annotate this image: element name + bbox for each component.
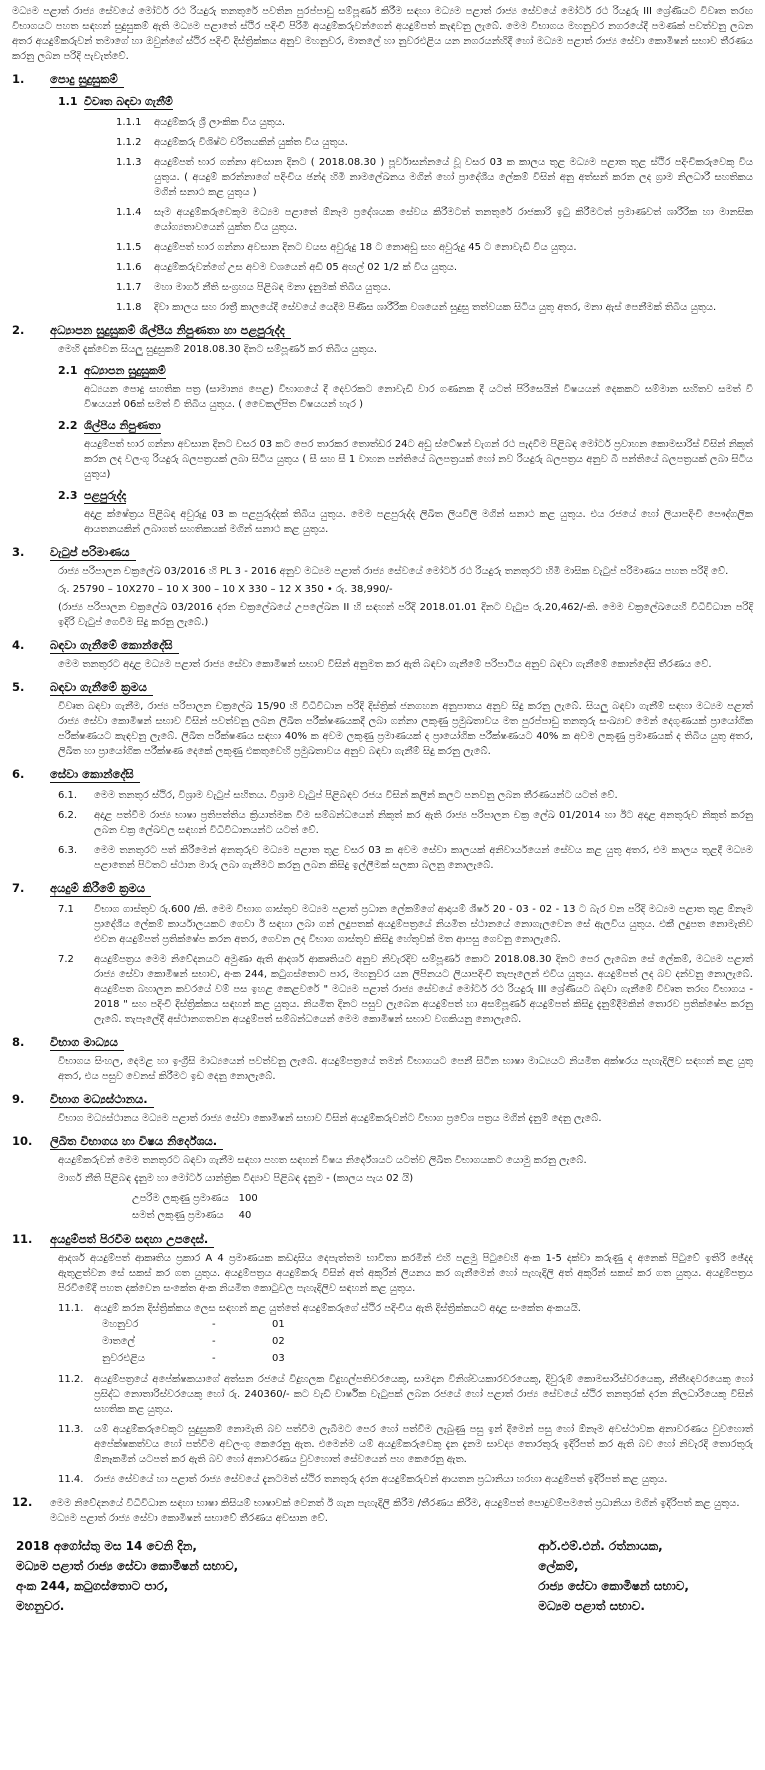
section-8-text: විභාගය සිංහල, දෙමළ හා ඉංග්‍රීසි මාධ්‍යයෙන් පවත්වනු ලැබේ. අයදුම්පත්‍රයේ තමන් විභාගයට පෙනී සිටින භාෂා මාධ්‍යයට නියමිත අක්ෂරය පැහැදිලිව සඳහන් කළ යුතු අතර, එය පසුව වෙනස් කිරීමට ඉඩ දෙනු නොලැබේ.	[58, 1056, 753, 1082]
list-item: 1.1.8 දිවා කාලය සහ රාත්‍රී කාලයේදී සේවයේ යෙදීම පිණිස ශාරීරික වශයෙන් සුදුසු තත්වයක සිටිය යුතු අතර, මනා ඇස් පෙනීමක් තිබිය යුතුය.	[116, 302, 717, 313]
district-codes-table	[102, 1316, 285, 1367]
list-item: 11.4. රාජ්‍ය සේවයේ හා පළාත් රාජ්‍ය සේවයේ දැනටමත් ස්ථිර තනතුරු දරන අයදුම්කරුවන් ආයතන ප්‍රධානියා හරහා අයදුම්පත් ඉදිරිපත් කළ යුතුය.	[58, 1474, 668, 1485]
section-2-2-heading: 2.2 ශිල්පීය නිපුණතා	[58, 419, 161, 432]
section-5-text: විවෘත බඳවා ගැනීම, රාජ්‍ය පරිපාලන චක්‍රලේඛ 15/90 හි විධිවිධාන පරිදි දිස්ත්‍රික් ජනගහන අනුපාතය අනුව සිදු කරනු ලැබේ. සියලු බඳවා ගැනීම් සඳහා මධ්‍යම පළාත් රාජ්‍ය සේවා කොමිෂන් සභාව විසින් පවත්වනු ලබන ලිඛිත පරීක්ෂණයකදී ලබා ගන්නා ලකුණු ප්‍රමුඛතාවය මත පුරප්පාඩු තනතුරු සංඛ්‍යාව මෙන් දෙගුණයක් ප්‍රායෝගික පරීක්ෂණයට කැඳවනු ලැබේ. ලිඛිත පරීක්ෂණය සඳහා 40% ක අවම ලකුණු ප්‍රමාණයක් ද ප්‍රායෝගික පරීක්ෂණයට 40% ක අවම ලකුණු ප්‍රමාණයක් ද තිබිය යුතු අතර, ලිඛිත හා ප්‍රායෝගික පරීක්ෂණ දෙකේ ලකුණු එකතුවෙහි ප්‍රමුඛතාවය අනුව බඳවා ගැනීම් සිදු කරනු ලැබේ.	[58, 701, 753, 757]
section-2-1-text: අධ්‍යයන පොදු සහතික පත්‍ර (සාමාන්‍ය පෙළ) විභාගයේ දී දෙවරකට නොවැඩි වාර ගණනක දී යටත් පිරිසෙයින් විෂයයන් දෙකකට සම්මාන සහිතව සමත් වී විෂයයන් 06ක් සමත් වී තිබිය යුතුය. ( වෛකල්පිත විෂයයන් හැර )	[84, 384, 753, 410]
section-8-heading: 8. විභාග මාධ්‍යය	[12, 1035, 753, 1051]
section-12-heading: 12. මෙම නිවේදනයේ විධිවිධාන සඳහා භාෂා කිසියම් භාෂාවක් වෙනත් ඊ ගැන පැහැදිලි කිරීම /තීරණය කිරීම, අයදුම්පත් පොදුවම්පමතේ ප්‍රධානියා මගින් ඉදිරිපත් කළ යුතුය. මධ්‍යම පළාත් රාජ්‍ය සේවා කොමිෂන් සභාවේ තීරණය අවසාන වේ.	[12, 1495, 753, 1526]
marks-table	[132, 1190, 268, 1224]
section-7-heading: 7. අයදුම් කිරීමේ ක්‍රමය	[12, 881, 753, 897]
salary-scale: රු. 25790 – 10X270 – 10 X 300 – 10 X 330 – 12 X 350 • රු. 38,990/-	[58, 584, 393, 595]
list-item: 1.1.6 අයදුම්කරුවන්ගේ උස අවම වශයෙන් අඩි 05 අඟල් 02 1/2 ක් විය යුතුය.	[116, 262, 458, 273]
table-row: නුවරඑළිය - 03	[102, 1353, 285, 1364]
list-item: 6.1. මෙම තනතුර ස්ථිර, විශ්‍රාම වැටුප් සහිතය. විශ්‍රාම වැටුප් පිළිබඳව රජය විසින් කලින් කලට පනවනු ලබන තීරණයන්ට යටත් වේ.	[58, 790, 618, 801]
section-2-lead: මෙහි දැක්වෙන සියලු සුදුසුකම් 2018.08.30 දිනට සම්පූර්ණ කර තිබිය යුතුය.	[58, 344, 378, 355]
list-item: 11.3. යම් අයදුම්කරුවෙකුට සුදුසුකම් නොමැති බව පත්වීම ලැබීමට පෙර හෝ පත්වීම ලැබුණු පසු ඉන් දීමෙන් පසු හෝ ඕනෑම අවස්ථාවක අනාවරණය වුවහොත් අපේක්ෂකත්වය හෝ පත්වීම අවලංගු කෙරෙනු ඇත. එමෙන්ම යම් අයදුම්කරුවෙකු දැන දැනම සාවද්‍ය තොරතුරු ඉදිරිපත් කර ඇති බව හෝ නිවැරදි තොරතුරු ඕනෑකමින් යටපත් කර ඇති බව හෝ අනාවරණය වුවහොත් සේවයෙන් පහ කෙරෙනු ඇත.	[58, 1424, 753, 1465]
section-12-text: මෙම නිවේදනයේ විධිවිධාන සඳහා භාෂා කිසියම් භාෂාවක් වෙනත් ඊ ගැන පැහැදිලි කිරීම /තීරණය කිරීම, අයදුම්පත් පොදුවම්පමතේ ප්‍රධානියා මගින් ඉදිරිපත් කළ යුතුය. මධ්‍යම පළාත් රාජ්‍ය සේවා කොමිෂන් සභාවේ තීරණය අවසාන වේ.	[50, 1498, 740, 1524]
list-item: 7.1 විභාග ගාස්තුව රු.600 /කි. මෙම විභාග ගාස්තුව මධ්‍යම පළාත් ප්‍රධාන ලේකම්ගේ ආදායම් ශීර්ෂ 20 - 03 - 02 - 13 ට බැර වන පරිදි මධ්‍යම පළාත තුළ ඕනෑම ප්‍රාදේශීය ලේකම් කාර්යාලයකට ගෙවා ඊ සඳහා ලබා ගන් ලදුපතක් අයදුම්පත්‍රයේ නියමිත ස්ථානයේ නොගැලවෙන සේ ඇලවිය යුතුය. එකී ලදුපත නොමැතිව එවන අයදුම්පත් ප්‍රතික්ෂේප කරන අතර, ගෙවන ලද විභාග ගාස්තුව කිසිදු හේතුවක් මත ආපසු ගෙවනු නොලැබේ.	[58, 904, 753, 945]
list-item: 11.2. අයදුම්පත්‍රයේ අපේක්ෂකයාගේ අත්සන රජයේ විදුහලක විදුහල්පතිවරයෙකු, සාමදාන විනිශ්චයකාරවරයෙකු, දිවුරුම් කොමසාරිස්වරයෙකු, නීතීඥවරයෙකු හෝ ප්‍රසිද්ධ නොතාරිස්වරයෙකු හෝ රු. 240360/- කට වැඩි වාර්ෂික වැටුපක් ලබන රජයේ හෝ පළාත් රාජ්‍ය සේවයේ ස්ථිර තනතුරක් දරන නිලධාරියෙකු විසින් සහතික කළ යුතුය.	[58, 1374, 753, 1415]
list-item: 1.1.7 මහා මාර්ග නීති සංග්‍රහය පිළිබඳ මනා දැනුමක් තිබිය යුතුය.	[116, 282, 391, 293]
list-item: 6.3. මෙම තනතුරට පත් කිරීමෙන් අනතුරුව මධ්‍යම පළාත තුළ වසර 03 ක අවම සේවා කාලයක් අනිවාර්යයෙන් සේවය කළ යුතු අතර, එම කාලය තුළදී මධ්‍යම පළාතෙන් පිටතට ස්ථාන මාරු ලබා ගැනීමට කරනු ලබන කිසිදු ඉල්ලීමක් සලකා බලනු නොලැබේ.	[58, 845, 753, 871]
section-9-heading: 9. විභාග මධ්‍යස්ථානය.	[12, 1092, 753, 1108]
intro-paragraph: මධ්‍යම පළාත් රාජ්‍ය සේවයේ මෝටර් රථ රියදුරු තනතුරේ පවතින පුරප්පාඩු සම්පූර්ණ කිරීම සඳහා මධ්‍යම පළාත් රාජ්‍ය සේවයේ මෝටර් රථ රියදුරු III ශ්‍රේණියට විවෘත තරඟ විභාගයට පහත සඳහන් සුදුසුකම් ඇති මධ්‍යම පළාතේ ස්ථිර පදිංචි පිරිමි අයදුම්කරුවන්ගෙන් අයදුම්පත් කැඳවනු ලැබේ. මෙම විභාගය මහනුවර නගරයේදී පමණක් පවත්වනු ලබන අතර අයදුම්කරුවන් තමාගේ හා ඔවුන්ගේ ස්ථිර පදිංචි දිස්ත්‍රික්කය අනුව මහනුවර, මාතලේ හා නුවරඑළිය යන නගරයන්හිදී හෝ මධ්‍යම පළාත් රාජ්‍ය සේවා කොමිෂන් සභාව තීරණය කරනු ලබන පරිදි පැවැත්වේ.	[12, 6, 753, 62]
section-6-heading: 6. සේවා කොන්දේසි	[12, 767, 753, 783]
list-item: 7.2 අයදුම්පත්‍රය මෙම නිවේදනයට අමුණා ඇති ආදර්ශ ආකෘතියට අනුව නිවැරදිව සම්පූර්ණ කොට 2018.08.30 දිනට පෙර ලැබෙන සේ ලේකම්, මධ්‍යම පළාත් රාජ්‍ය සේවා කොමිෂන් සභාව, අංක 244, කටුගස්තොට පාර, මහනුවර යන ලිපිනයට ලියාපදිංචි තැපෑලෙන් එවිය යුතුය. අයදුම්පත් ලද බව දන්වනු නොලැබේ. අයදුම්පත බහාලන කවරයේ වම් පස ඉහළ කෙළවරේ " මධ්‍යම පළාත් රාජ්‍ය සේවයේ මෝටර් රථ රියදුරු III ශ්‍රේණියට බඳවා ගැනීමේ විවෘත තරඟ විභාගය - 2018 " සහ පදිංචි දිස්ත්‍රික්කය සඳහන් කළ යුතුය. නියමිත දිනට පසුව ලැබෙන අයදුම්පත් හා අසම්පූර්ණ අයදුම්පත් කිසිදු දැනුම්දීමකින් තොරව ප්‍රතික්ෂේප කරනු ලැබේ. තැපෑලේදී අස්ථානගතවන අයදුම්පත් සම්බන්ධයෙන් මෙම කොමිෂන් සභාව වගකියනු නොලැබේ.	[58, 954, 753, 1025]
list-item: 1.1.3 අයදුම්පත් භාර ගන්නා අවසාන දිනට ( 2018.08.30 ) පූර්වාසන්නයේ වූ වසර 03 ක කාලය තුළ මධ්‍යම පළාත තුළ ස්ථිර පදිංචිකරුවෙකු විය යුතුය. ( අයදුම් කරන්නාගේ පදිංචිය ඡන්ද හිමි නාමලේඛනය මගින් හෝ ප්‍රාදේශීය ලේකම් විසින් අනු අත්සන් කරන ලද ග්‍රාම නිලධාරී සහතිකය මගින් සනාථ කළ යුතුය )	[116, 157, 753, 198]
section-11-text: ආදර්ශ අයදුම්පත් ආකෘතිය ප්‍රකාර A 4 ප්‍රමාණයක කඩදාසිය දෙපැත්තම භාවිතා කරමින් එහි පළමු පිටුවෙහි අංක 1-5 දක්වා කරුණු ද අනෙක් පිටුවේ ඉතිරි ඡේදද ඇතුළත්වන සේ සකස් කර ගත යුතුය. අයදුම්පත්‍රය අයදුම්කරු විසින් අත් අකුරින් ලියනය කර ගැනීමෙන් හෝ පැහැදිලි අත් අකුරින් සකස් කර ගත යුතුය. අයදුම්පත්‍රය පිරවීමේදී පහත දක්වෙන සංකේත අංක නියමිත කොටුවල පැහැදිලිව සඳහන් කළ යුතුය.	[58, 1253, 753, 1294]
section-9-text: විභාග මධ්‍යස්ථානය මධ්‍යම පළාත් රාජ්‍ය සේවා කොමිෂන් සභාව විසින් අයදුම්කරුවන්ට විභාග ප්‍රවේශ පත්‍රය මගින් දැනුම් දෙනු ලැබේ.	[58, 1113, 602, 1124]
section-2-heading: 2. අධ්‍යාපන සුදුසුකම් ශිල්පීය නිපුණතා හා පළපුරුද්ද	[12, 323, 753, 339]
section-1-1-heading: 1.1 විවෘත බඳවා ගැනීම්	[58, 95, 173, 108]
section-1-heading: 1. පොදු සුදුසුකම්	[12, 72, 753, 88]
section-2-2-text: අයදුම්පත් භාර ගන්නා අවසාන දිනට වසර 03 කට පෙර තාරකර තොත්ඩර 24ට අඩු ස්ටේෂන් වැගන් රථ පැදවීම පිළිබඳ මෝටර් ප්‍රවාහන කොමසාරිස් විසින් නිකුත් කරන ලද වලංගු රියදුරු බලපත්‍රයක් ලබා සිටිය යුතුය ( සී සහ සී 1 වාහන පන්තියේ බලපත්‍රයක් හෝ නව රියදුරු බලපත්‍රය අනුව බී පන්තියේ බලපත්‍රයක් ලබා සිටිය යුතුය)	[84, 439, 753, 480]
list-item: 1.1.5 අයදුම්පත් භාර ගන්නා අවසාන දිනට වයස අවුරුදු 18 ට නොඅඩු සහ අවුරුදු 45 ට නොවැඩි විය යුතුය.	[116, 242, 577, 253]
section-2-1-heading: 2.1 අධ්‍යාපන සුදුසුකම්	[58, 364, 166, 377]
section-11-heading: 11. අයදුම්පත් පිරවීම සඳහා උපදෙස්.	[12, 1232, 753, 1248]
section-5-heading: 5. බඳවා ගැනීමේ ක්‍රමය	[12, 680, 753, 696]
list-item: 1.1.4 සෑම අයදුම්කරුවෙකුම මධ්‍යම පළාතේ ඕනෑම ප්‍රදේශයක සේවය කිරීමටත් තනතුරේ රාජකාරි ඉටු කිරීමටත් ප්‍රමාණවත් ශාරීරික හා මානසික යෝග්‍යතාවයෙන් යුක්ත විය යුතුය.	[116, 207, 753, 233]
section-10-heading: 10. ලිඛිත විභාගය හා විෂය නිර්දේශය.	[12, 1134, 753, 1150]
list-item: 6.2. අදාළ පත්වීම රාජ්‍ය භාෂා ප්‍රතිපත්තිය ක්‍රියාත්මක වීම සම්බන්ධයෙන් නිකුත් කර ඇති රාජ්‍ය පරිපාලන චක්‍ර ලේඛ 01/2014 හා ඊට අදාළ අනතුරුව නිකුත් කරනු ලබන චක්‍ර ලේඛවල සඳහන් විධිවිධානයන්ට යටත් වේ.	[58, 810, 753, 836]
list-item: 1.1.2 අයදුම්කරු විශිෂ්ට චරිතයකින් යුක්ත විය යුතුය.	[116, 137, 348, 148]
section-3-note: (රාජ්‍ය පරිපාලන චක්‍රලේඛ 03/2016 දරන චක්‍රලේඛයේ උපලේඛන II හි සඳහන් පරිදි 2018.01.01 දිනට වැටුප රු.20,462/-කි. මෙම චක්‍රලේඛයෙහි විධිවිධාන පරිදි ඉදිරි වැටුප් ගෙවීම සිදු කරනු ලැබේ.)	[58, 602, 753, 628]
section-3-heading: 3. වැටුප් පරිමාණය	[12, 545, 753, 561]
list-item: 11.1. අයදුම් කරන දිස්ත්‍රික්කය ලෙස සඳහන් කළ යුත්තේ අයදුම්කරුගේ ස්ථිර පදිංචිය ඇති දිස්ත්‍රික්කයට අදාළ සංකේත අංකයයි. මහනුවර - 01 මාතලේ - 02 නුවරඑළිය - 03	[58, 1301, 753, 1367]
section-2-3-heading: 2.3 පළපුරුද්ද	[58, 489, 127, 502]
table-row: මාතලේ - 02	[102, 1336, 285, 1347]
section-3-text: රාජ්‍ය පරිපාලන චක්‍රලේඛ 03/2016 හි PL 3 - 2016 අනුව මධ්‍යම පළාත් රාජ්‍ය සේවයේ මෝටර් රථ රියදුරු තනතුරට හිමි මාසික වැටුප් පරිමාණය පහත පරිදි වේ.	[58, 566, 729, 577]
table-row: උපරිම ලකුණු ප්‍රමාණය 100	[132, 1193, 258, 1204]
section-4-text: මෙම තනතුරට අදාළ මධ්‍යම පළාත් රාජ්‍ය සේවා කොමිෂන් සභාව විසින් අනුමත කර ඇති බඳවා ගැනීමේ පරිපාටිය අනුව බඳවා ගැනීමේ කොන්දේසි තීරණය වේ.	[58, 659, 712, 670]
exam-paper: මාර්ග නීති පිළිබඳ දැනුම හා මෝටර් යාන්ත්‍රික විද්‍යාව පිළිබඳ දැනුම - (කාලය පැය 02 යි)	[58, 1173, 414, 1184]
list-item: 1.1.1 අයදුම්කරු ශ්‍රී ලාංකික විය යුතුය.	[116, 117, 286, 128]
section-2-3-text: අදාළ ක්ෂේත්‍රය පිළිබඳ අවුරුදු 03 ක පළපුරුද්දක් තිබිය යුතුය. මෙම පළපුරුද්ද ලිඛිත ලියවිලි මගින් සනාථ කළ යුතුය. එය රජයේ හෝ ලියාපදිංචි පෞද්ගලික ආයතනයකින් ලබාගත් සහතිකයක් මගින් සනාථ කළ යුතුය.	[84, 509, 753, 535]
section-4-heading: 4. බඳවා ගැනීමේ කොන්දේසි	[12, 638, 753, 654]
signature-block	[12, 1536, 753, 1616]
table-row: මහනුවර - 01	[102, 1319, 285, 1330]
section-10-text: අයදුම්කරුවන් මෙම තනතුරට බඳවා ගැනීම සඳහා පහත සඳහන් විෂය නිර්දේශයට යටත්ව ලිඛිත විභාගයකට යොමු කරනු ලැබේ.	[58, 1155, 587, 1166]
table-row: සමත් ලකුණු ප්‍රමාණය 40	[132, 1210, 252, 1221]
signatory: ආර්.එම්.එන්. රත්නායක, ලේකම්, රාජ්‍ය සේවා කොමිෂන් සභාව, මධ්‍යම පළාත් සභාව.	[538, 1539, 689, 1613]
date-and-address: 2018 අගෝස්තු මස 14 වෙනි දින, මධ්‍යම පළාත් රාජ්‍ය සේවා කොමිෂන් සභාව, අංක 244, කටුගස්තොට පාර, මහනුවර.	[16, 1539, 239, 1613]
